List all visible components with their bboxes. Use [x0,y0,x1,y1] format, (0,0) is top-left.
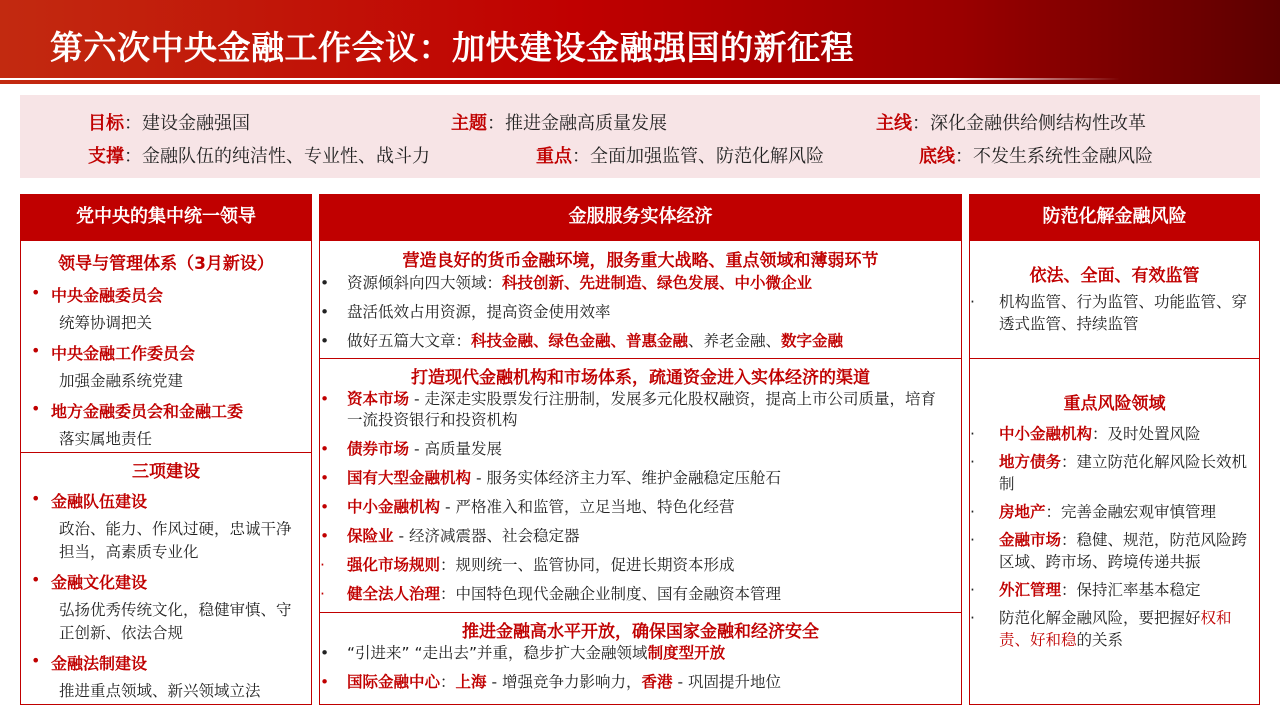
column-header: 防范化解金融风险 [970,194,1259,240]
list-item: · 健全法人治理：中国特色现代金融企业制度、国有金融资本管理 [320,585,782,603]
list-item: • 做好五篇大文章：科技金融、绿色金融、普惠金融、养老金融、数字金融 [320,332,844,350]
list-item: • 金融文化建设 [31,570,148,592]
column-header: 金服服务实体经济 [320,194,961,240]
summary-theme: 主题：推进金融高质量发展 [451,113,667,134]
column-header: 党中央的集中统一领导 [21,194,311,240]
section-title: 推进金融高水平开放，确保国家金融和经济安全 [462,622,819,642]
list-item: · 强化市场规则：规则统一、监管协同，促进长期资本形成 [320,556,735,574]
list-item: · 房地产：完善金融宏观审慎管理 [970,503,1217,521]
section-modern-institutions [320,358,961,612]
summary-mainline: 主线：深化金融供给侧结构性改革 [876,113,1146,134]
section-supervision [970,240,1259,358]
list-item: • 国有大型金融机构 - 服务实体经济主力军、维护金融稳定压舱石 [320,469,781,487]
summary-band [20,95,1260,178]
section-title: 三项建设 [132,462,200,482]
summary-support: 支撑：金融队伍的纯洁性、专业性、战斗力 [88,146,430,167]
section-title: 重点风险领域 [1063,394,1166,414]
list-item: • 国际金融中心：上海 - 增强竞争力影响力，香港 - 巩固提升地位 [320,673,781,691]
section-opening-up [320,612,961,693]
list-item: • 金融队伍建设 [31,489,148,511]
summary-bottomline: 底线：不发生系统性金融风险 [919,146,1153,167]
list-item: · 中小金融机构：及时处置风险 [970,425,1201,443]
column-leadership [20,194,312,705]
list-item: • “引进来” “走出去”并重，稳步扩大金融领域制度型开放 [320,644,726,662]
page-title: 第六次中央金融工作会议：加快建设金融强国的新征程 [50,28,854,67]
list-item: • 中小金融机构 - 严格准入和监管，立足当地、特色化经营 [320,498,735,516]
title-bar [0,0,1280,84]
list-item: • 盘活低效占用资源，提高资金使用效率 [320,303,611,321]
list-item: · 机构监管、行为监管、功能监管、穿透式监管、持续监管 [970,293,1248,333]
section-title: 营造良好的货币金融环境，服务重大战略、重点领域和薄弱环节 [402,251,879,271]
section-title: 领导与管理体系（3月新设） [58,254,274,274]
list-item: • 中央金融工作委员会 [31,341,196,363]
list-item: • 中央金融委员会 [31,283,164,305]
summary-focus: 重点：全面加强监管、防范化解风险 [536,146,824,167]
title-divider [0,78,1120,80]
list-item: · 外汇管理：保持汇率基本稳定 [970,581,1201,599]
list-item: · 防范化解金融风险，要把握好权和责、好和稳的关系 [970,609,1232,649]
list-item: • 资本市场 - 走深走实股票发行注册制，发展多元化股权融资，提高上市公司质量，培育一流投资银行和投资机构 [320,390,936,429]
list-item: • 保险业 - 经济减震器、社会稳定器 [320,527,580,545]
column-serve-real-economy [319,194,962,705]
section-title: 打造现代金融机构和市场体系，疏通资金进入实体经济的渠道 [411,368,870,388]
list-item: • 金融法制建设 [31,651,148,673]
column-risk-prevention [969,194,1260,705]
list-item: • 债券市场 - 高质量发展 [320,440,502,458]
list-item: • 地方金融委员会和金融工委 [31,399,244,421]
list-item: • 资源倾斜向四大领域：科技创新、先进制造、绿色发展、中小微企业 [320,274,813,292]
summary-goal: 目标：建设金融强国 [88,113,250,134]
section-title: 依法、全面、有效监管 [1029,266,1200,286]
list-item: · 金融市场：稳健、规范，防范风险跨区域、跨市场、跨境传递共振 [970,531,1248,571]
section-key-risk-areas [970,358,1259,651]
section-leadership-system: 领导与管理体系（3月新设） • 中央金融委员会 统筹协调把关 • 中央金融工作委员会 加强金融系统党建 • 地方金融委员会和金融工委 落实属地责任 [21,240,311,452]
section-three-constructions: 三项建设 • 金融队伍建设 政治、能力、作风过硬，忠诚干净担当，高素质专业化 • 金融文化建设 弘扬优秀传统文化，稳健审慎、守正创新、依法合规 • 金融法制建设 推进重点领域、新兴领域立法 [21,452,311,703]
section-monetary-environment [320,240,961,358]
list-item: · 地方债务：建立防范化解风险长效机制 [970,453,1248,493]
